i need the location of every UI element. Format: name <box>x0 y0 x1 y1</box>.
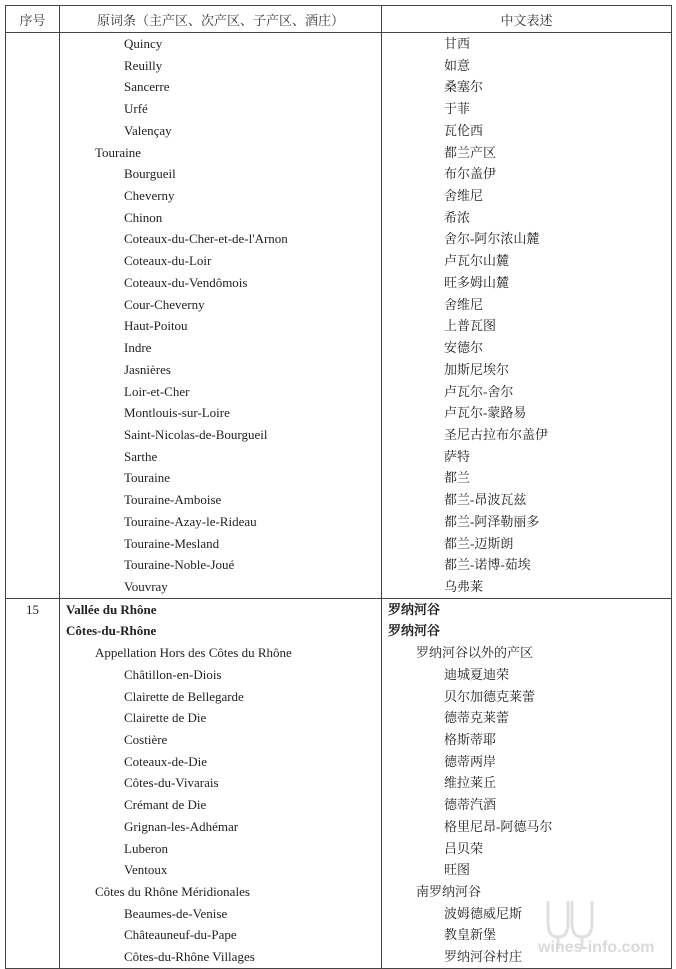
row-term: Cheverny <box>60 185 382 207</box>
row-term: Valençay <box>60 120 382 142</box>
row-term: Ventoux <box>60 859 382 881</box>
row-term: Sancerre <box>60 76 382 98</box>
row-zh: 舍维尼 <box>382 294 672 316</box>
row-num <box>6 98 60 120</box>
row-zh: 旺图 <box>382 859 672 881</box>
row-num <box>6 228 60 250</box>
row-num <box>6 620 60 642</box>
table-header-row <box>6 6 672 33</box>
table-row <box>6 598 672 620</box>
row-num <box>6 359 60 381</box>
row-term: Beaumes-de-Venise <box>60 903 382 925</box>
row-num <box>6 381 60 403</box>
row-zh: 桑塞尔 <box>382 76 672 98</box>
row-num <box>6 207 60 229</box>
row-term: Châtillon-en-Diois <box>60 664 382 686</box>
table-row <box>6 642 672 664</box>
row-zh: 卢瓦尔-舍尔 <box>382 381 672 403</box>
row-zh: 罗纳河谷村庄 <box>382 946 672 968</box>
row-term: Bourgueil <box>60 163 382 185</box>
row-zh: 甘西 <box>382 33 672 55</box>
row-term: Saint-Nicolas-de-Bourgueil <box>60 424 382 446</box>
row-num <box>6 511 60 533</box>
row-term: Touraine-Azay-le-Rideau <box>60 511 382 533</box>
row-zh: 贝尔加德克莱蕾 <box>382 686 672 708</box>
row-num <box>6 554 60 576</box>
table-body <box>6 33 672 969</box>
row-term: Loir-et-Cher <box>60 381 382 403</box>
row-term: Coteaux-du-Cher-et-de-l'Arnon <box>60 228 382 250</box>
row-num <box>6 185 60 207</box>
row-term: Touraine <box>60 142 382 164</box>
table-row <box>6 250 672 272</box>
row-term: Haut-Poitou <box>60 315 382 337</box>
row-zh: 都兰产区 <box>382 142 672 164</box>
table-row <box>6 576 672 598</box>
row-num <box>6 751 60 773</box>
table-row <box>6 163 672 185</box>
header-term: 原词条（主产区、次产区、子产区、酒庄） <box>60 6 382 33</box>
table-row <box>6 337 672 359</box>
row-term: Côtes-du-Rhône Villages <box>60 946 382 968</box>
row-term: Chinon <box>60 207 382 229</box>
table-row <box>6 859 672 881</box>
row-num <box>6 446 60 468</box>
table-row <box>6 664 672 686</box>
row-num <box>6 467 60 489</box>
table-row <box>6 686 672 708</box>
table-row <box>6 751 672 773</box>
row-num <box>6 686 60 708</box>
table-row <box>6 772 672 794</box>
row-num <box>6 33 60 55</box>
row-num <box>6 402 60 424</box>
row-zh: 圣尼古拉布尔盖伊 <box>382 424 672 446</box>
row-zh: 罗纳河谷 <box>382 620 672 642</box>
row-num <box>6 424 60 446</box>
row-num <box>6 729 60 751</box>
table-row <box>6 489 672 511</box>
table-row <box>6 424 672 446</box>
row-zh: 迪城夏迪荣 <box>382 664 672 686</box>
row-num: 15 <box>6 598 60 620</box>
row-term: Montlouis-sur-Loire <box>60 402 382 424</box>
row-zh: 罗纳河谷以外的产区 <box>382 642 672 664</box>
row-term: Crémant de Die <box>60 794 382 816</box>
row-term: Vouvray <box>60 576 382 598</box>
row-term: Touraine <box>60 467 382 489</box>
row-term: Jasnières <box>60 359 382 381</box>
row-zh: 舍尔-阿尔浓山麓 <box>382 228 672 250</box>
table-row <box>6 381 672 403</box>
row-zh: 维拉莱丘 <box>382 772 672 794</box>
table-row <box>6 272 672 294</box>
row-num <box>6 664 60 686</box>
table-row <box>6 98 672 120</box>
row-num <box>6 76 60 98</box>
row-num <box>6 120 60 142</box>
row-zh: 如意 <box>382 55 672 77</box>
row-num <box>6 294 60 316</box>
table-row <box>6 729 672 751</box>
row-term: Luberon <box>60 838 382 860</box>
row-zh: 舍维尼 <box>382 185 672 207</box>
table-row <box>6 359 672 381</box>
row-zh: 安德尔 <box>382 337 672 359</box>
row-term: Coteaux-du-Vendômois <box>60 272 382 294</box>
row-term: Touraine-Mesland <box>60 533 382 555</box>
row-zh: 都兰-迈斯朗 <box>382 533 672 555</box>
row-term: Touraine-Amboise <box>60 489 382 511</box>
row-term: Côtes du Rhône Méridionales <box>60 881 382 903</box>
row-num <box>6 924 60 946</box>
row-num <box>6 163 60 185</box>
row-zh: 瓦伦西 <box>382 120 672 142</box>
row-zh: 于菲 <box>382 98 672 120</box>
header-num: 序号 <box>6 6 60 33</box>
row-num <box>6 881 60 903</box>
row-num <box>6 794 60 816</box>
row-num <box>6 576 60 598</box>
row-term: Côtes-du-Rhône <box>60 620 382 642</box>
row-zh: 格里尼昂-阿德马尔 <box>382 816 672 838</box>
row-term: Coteaux-de-Die <box>60 751 382 773</box>
table-row <box>6 620 672 642</box>
row-num <box>6 315 60 337</box>
row-zh: 乌弗莱 <box>382 576 672 598</box>
table-row <box>6 294 672 316</box>
table-row <box>6 120 672 142</box>
table-row <box>6 707 672 729</box>
row-num <box>6 707 60 729</box>
row-num <box>6 903 60 925</box>
row-num <box>6 838 60 860</box>
row-term: Coteaux-du-Loir <box>60 250 382 272</box>
row-term: Grignan-les-Adhémar <box>60 816 382 838</box>
row-term: Indre <box>60 337 382 359</box>
row-term: Clairette de Die <box>60 707 382 729</box>
row-term: Châteauneuf-du-Pape <box>60 924 382 946</box>
row-term: Côtes-du-Vivarais <box>60 772 382 794</box>
table-row <box>6 228 672 250</box>
row-zh: 卢瓦尔-蒙路易 <box>382 402 672 424</box>
row-num <box>6 859 60 881</box>
table-row <box>6 838 672 860</box>
row-term: Appellation Hors des Côtes du Rhône <box>60 642 382 664</box>
row-zh: 加斯尼埃尔 <box>382 359 672 381</box>
row-zh: 波姆德威尼斯 <box>382 903 672 925</box>
row-zh: 布尔盖伊 <box>382 163 672 185</box>
watermark <box>508 893 668 963</box>
row-term: Quincy <box>60 33 382 55</box>
row-term: Sarthe <box>60 446 382 468</box>
row-zh: 罗纳河谷 <box>382 598 672 620</box>
row-zh: 都兰-阿泽勒丽多 <box>382 511 672 533</box>
row-zh: 德蒂克莱蕾 <box>382 707 672 729</box>
row-num <box>6 142 60 164</box>
row-num <box>6 642 60 664</box>
row-zh: 上普瓦图 <box>382 315 672 337</box>
row-num <box>6 55 60 77</box>
row-num <box>6 772 60 794</box>
table-row <box>6 185 672 207</box>
table-row <box>6 511 672 533</box>
table-row <box>6 33 672 55</box>
row-num <box>6 946 60 968</box>
row-term: Touraine-Noble-Joué <box>60 554 382 576</box>
row-zh: 南罗纳河谷 <box>382 881 672 903</box>
table-row <box>6 76 672 98</box>
watermark-text: wines-info.com <box>538 939 655 956</box>
row-zh: 吕贝荣 <box>382 838 672 860</box>
row-num <box>6 533 60 555</box>
table-row <box>6 794 672 816</box>
table-row <box>6 315 672 337</box>
row-num <box>6 337 60 359</box>
row-zh: 德蒂两岸 <box>382 751 672 773</box>
terms-table <box>5 5 672 969</box>
row-zh: 德蒂汽酒 <box>382 794 672 816</box>
table-row <box>6 554 672 576</box>
table-row <box>6 446 672 468</box>
table-row <box>6 142 672 164</box>
row-term: Reuilly <box>60 55 382 77</box>
row-zh: 都兰-昂波瓦兹 <box>382 489 672 511</box>
row-zh: 旺多姆山麓 <box>382 272 672 294</box>
row-term: Vallée du Rhône <box>60 598 382 620</box>
row-zh: 格斯蒂耶 <box>382 729 672 751</box>
row-zh: 希浓 <box>382 207 672 229</box>
row-term: Cour-Cheverny <box>60 294 382 316</box>
header-zh: 中文表述 <box>382 6 672 33</box>
row-zh: 都兰 <box>382 467 672 489</box>
table-row <box>6 533 672 555</box>
table-row <box>6 55 672 77</box>
table-row <box>6 816 672 838</box>
row-term: Costière <box>60 729 382 751</box>
row-num <box>6 250 60 272</box>
table-row <box>6 207 672 229</box>
row-zh: 都兰-诺博-茹埃 <box>382 554 672 576</box>
row-num <box>6 272 60 294</box>
row-zh: 卢瓦尔山麓 <box>382 250 672 272</box>
row-zh: 萨特 <box>382 446 672 468</box>
row-term: Clairette de Bellegarde <box>60 686 382 708</box>
table-row <box>6 402 672 424</box>
row-zh: 教皇新堡 <box>382 924 672 946</box>
table-row <box>6 467 672 489</box>
row-num <box>6 816 60 838</box>
row-num <box>6 489 60 511</box>
row-term: Urfé <box>60 98 382 120</box>
